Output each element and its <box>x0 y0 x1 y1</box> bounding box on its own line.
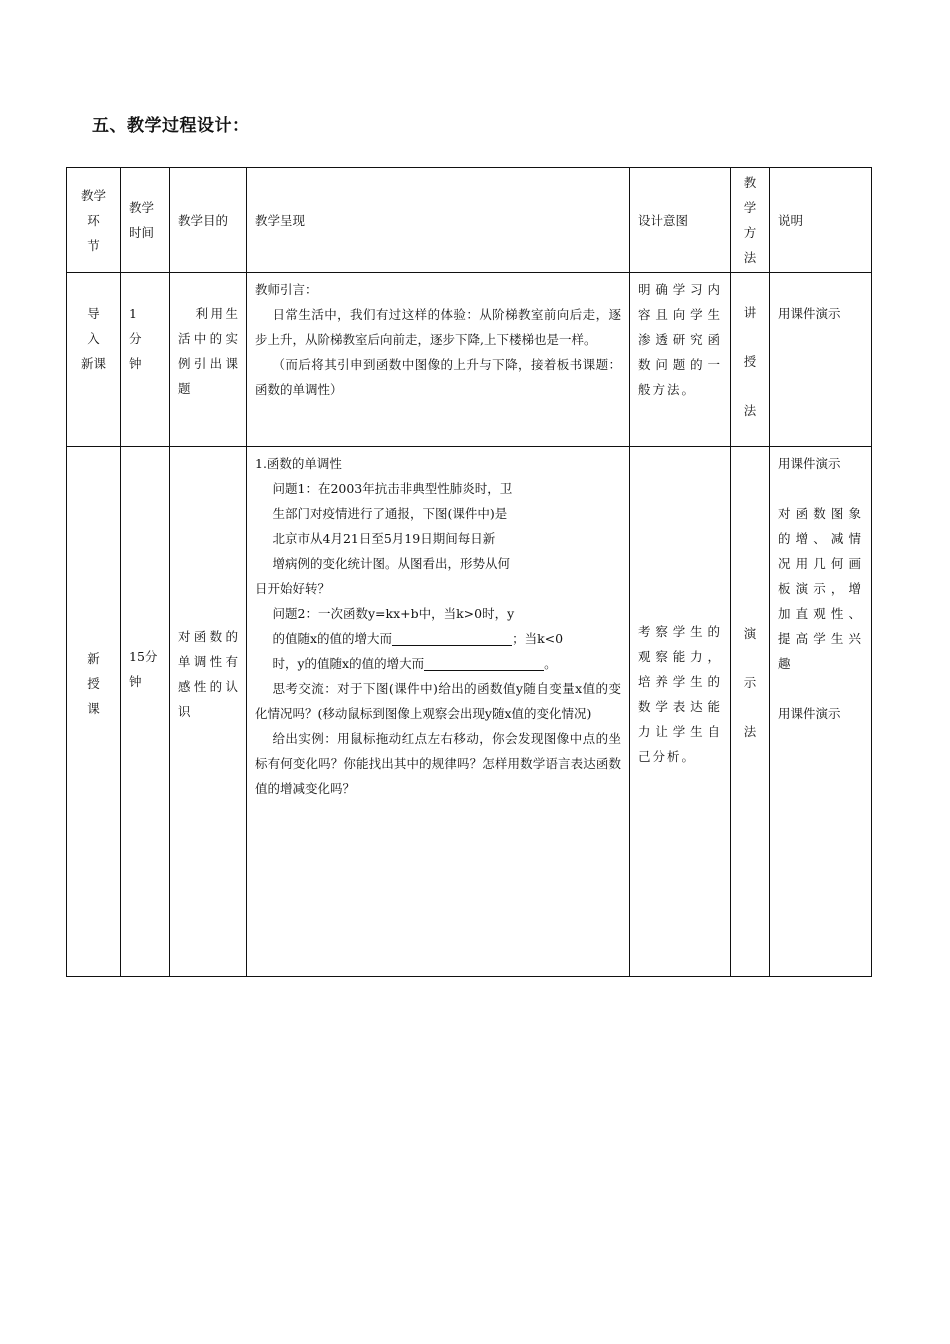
teaching-process-table <box>66 167 872 977</box>
header-stage: 教学 环 节 <box>67 168 121 273</box>
row1-stage: 导 入 新课 <box>67 273 121 447</box>
row1-presentation-p3: （而后将其引申到函数中图像的上升与下降，接着板书课题：函数的单调性） <box>255 357 621 397</box>
row1-goal: 利用生活中的实例引出课题 <box>170 273 247 447</box>
row1-time: 1 分 钟 <box>121 273 170 447</box>
row1-note: 用课件演示 <box>770 273 872 447</box>
row2-note-mid: 对函数图象的增、减情况用几何画板演示，增加直观性、提高学生兴趣 <box>778 506 863 671</box>
row2-goal: 对函数的单调性有感性的认识 <box>170 447 247 977</box>
row2-q2-line2-text: 的值随x的值的增大而 <box>272 631 393 646</box>
row2-q2-line3-text: 时，y的值随x的值的增大而 <box>272 656 425 671</box>
row2-q2-line3-tail: 。 <box>544 656 557 671</box>
row2-q2-line2-tail: ；当k<0 <box>512 631 564 646</box>
row2-heading: 1.函数的单调性 <box>255 456 342 471</box>
row2-q1-line5: 日开始好转？ <box>255 581 331 596</box>
header-intent: 设计意图 <box>630 168 731 273</box>
row2-q2-line3 <box>255 651 621 676</box>
row2-q1-line3: 北京市从4月21日至5月19日期间每日新 <box>272 531 496 546</box>
row2-q1-line2: 生部门对疫情进行了通报，下图(课件中)是 <box>272 506 508 521</box>
row2-q2-line2 <box>255 626 621 651</box>
table-row <box>67 447 872 977</box>
table-header-row <box>67 168 872 273</box>
header-goal: 教学目的 <box>170 168 247 273</box>
row2-intent: 考察学生的观察能力，培养学生的数学表达能力让学生自己分析。 <box>630 447 731 977</box>
row2-note-bottom: 用课件演示 <box>778 706 841 721</box>
row2-think: 思考交流：对于下图(课件中)给出的函数值y随自变量x值的变化情况吗？(移动鼠标到图像上观察会出现y随x值的变化情况) <box>255 681 621 721</box>
row2-time: 15分 钟 <box>121 447 170 977</box>
row2-q2-line1: 问题2：一次函数y=kx+b中，当k>0时，y <box>272 606 515 621</box>
section-title: 五、教学过程设计： <box>92 116 250 136</box>
row2-presentation <box>247 447 630 977</box>
row2-method: 演 示 法 <box>731 447 770 977</box>
header-method: 教 学 方 法 <box>731 168 770 273</box>
note-spacer <box>778 476 863 501</box>
header-time: 教学 时间 <box>121 168 170 273</box>
row2-note <box>770 447 872 977</box>
row1-presentation-p1: 教师引言： <box>255 282 318 297</box>
note-spacer <box>778 676 863 701</box>
row2-q1-line1: 问题1：在2003年抗击非典型性肺炎时，卫 <box>272 481 513 496</box>
row2-example: 给出实例：用鼠标拖动红点左右移动，你会发现图像中点的坐标有何变化吗？你能找出其中的规律吗？怎样用数学语言表达函数值的增减变化吗？ <box>255 731 621 796</box>
answer-blank-1 <box>392 630 512 646</box>
header-note: 说明 <box>770 168 872 273</box>
row2-stage: 新 授 课 <box>67 447 121 977</box>
row1-method: 讲 授 法 <box>731 273 770 447</box>
row1-intent: 明确学习内容且向学生渗透研究函数问题的一般方法。 <box>630 273 731 447</box>
table-row <box>67 273 872 447</box>
row1-presentation-p2: 日常生活中，我们有过这样的体验：从阶梯教室前向后走，逐步上升，从阶梯教室后向前走，逐步下降,上下楼梯也是一样。 <box>255 307 621 347</box>
row2-q1-line4: 增病例的变化统计图。从图看出，形势从何 <box>272 556 511 571</box>
row2-note-top: 用课件演示 <box>778 456 841 471</box>
header-presentation: 教学呈现 <box>247 168 630 273</box>
answer-blank-2 <box>424 655 544 671</box>
row1-presentation <box>247 273 630 447</box>
